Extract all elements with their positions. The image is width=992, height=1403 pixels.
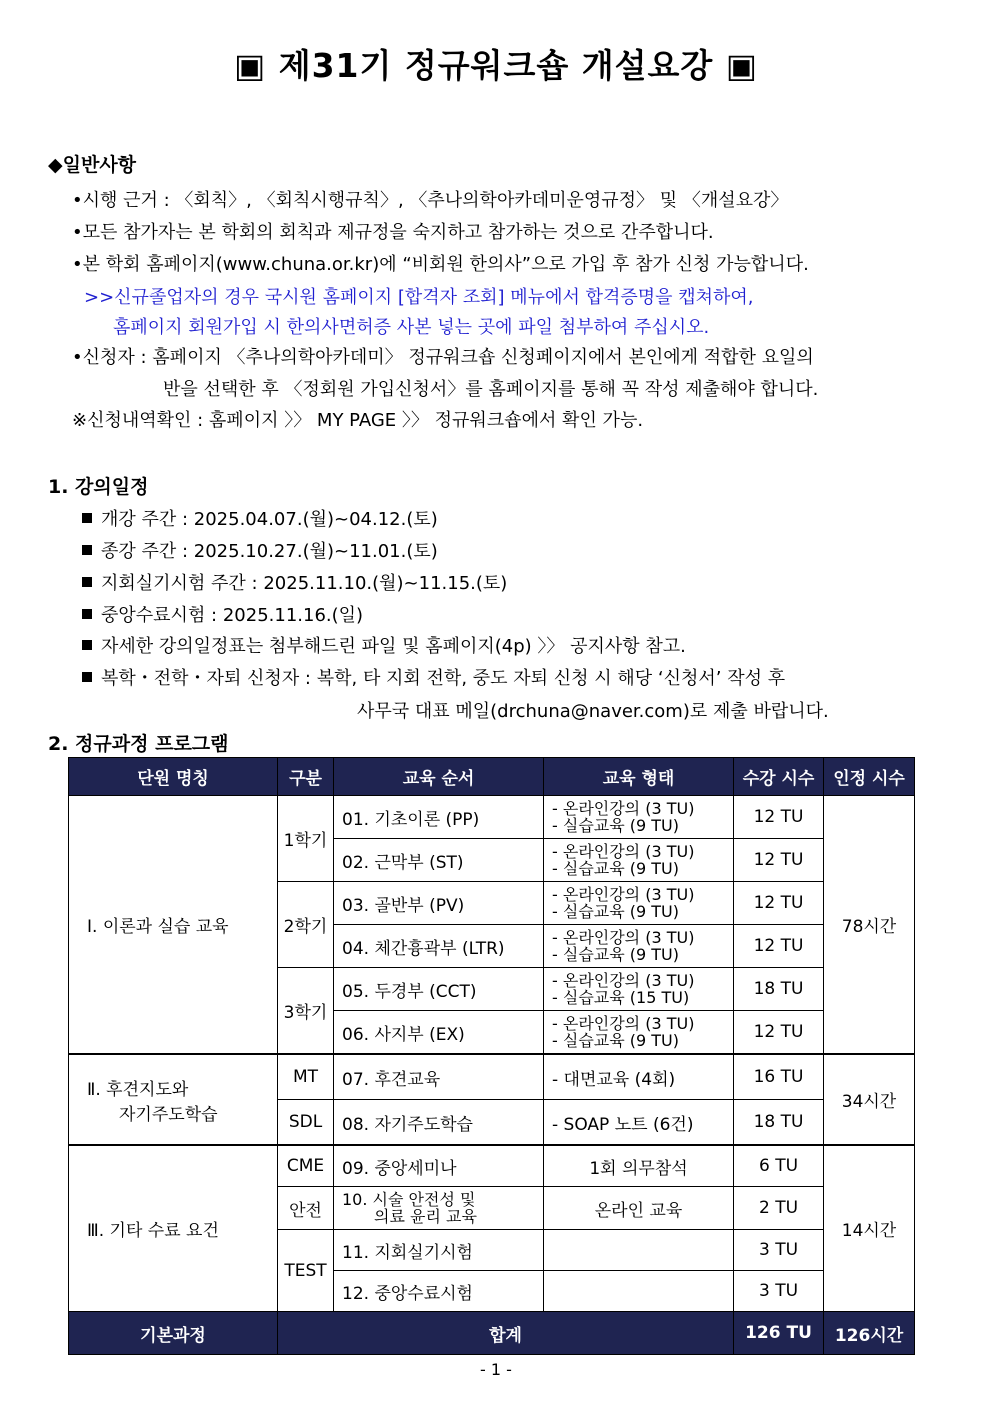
unit-name: Ⅱ. 후견지도와 자기주도학습 — [69, 1054, 278, 1145]
general-line: •모든 참가자는 본 학회의 회칙과 제규정을 숙지하고 참가하는 것으로 간주합니다. — [72, 222, 714, 243]
course-cell: 02. 근막부 (ST) — [334, 839, 544, 882]
form-cell: - 온라인강의 (3 TU) - 실습교육 (9 TU) — [544, 1011, 734, 1055]
course-cell: 12. 중앙수료시험 — [334, 1271, 544, 1312]
header-cell: 수강 시수 — [734, 758, 824, 796]
header-cell: 교육 형태 — [544, 758, 734, 796]
form-cell: 1회 의무참석 — [544, 1145, 734, 1187]
course-cell: 03. 골반부 (PV) — [334, 882, 544, 925]
check-line: ※신청내역확인 : 홈페이지 〉〉 MY PAGE 〉〉 정규워크숍에서 확인 가능. — [72, 410, 644, 431]
term-cell: 3학기 — [278, 968, 334, 1055]
footer-sum: 합계 — [278, 1312, 734, 1355]
schedule-item: 개강 주간 : 2025.04.07.(월)~04.12.(토) — [82, 505, 438, 531]
tu-cell: 6 TU — [734, 1145, 824, 1187]
table-row — [69, 1054, 915, 1100]
credit-cell: 34시간 — [824, 1054, 915, 1145]
course-cell: 05. 두경부 (CCT) — [334, 968, 544, 1011]
notice-line: 홈페이지 회원가입 시 한의사면허증 사본 넣는 곳에 파일 첨부하여 주십시오. — [113, 317, 710, 338]
course-cell: 08. 자기주도학습 — [334, 1100, 544, 1146]
form-cell: 온라인 교육 — [544, 1187, 734, 1230]
tu-cell: 12 TU — [734, 925, 824, 968]
apply-line: •신청자 : 홈페이지 〈추나의학아카데미〉 정규워크숍 신청페이지에서 본인에게 적합한 요일의 — [72, 347, 814, 368]
form-cell: - 온라인강의 (3 TU) - 실습교육 (15 TU) — [544, 968, 734, 1011]
course-cell: 07. 후견교육 — [334, 1054, 544, 1100]
table-row — [69, 796, 915, 839]
credit-cell: 14시간 — [824, 1145, 915, 1312]
tu-cell: 18 TU — [734, 1100, 824, 1146]
notice-line: >>신규졸업자의 경우 국시원 홈페이지 [합격자 조회] 메뉴에서 합격증명을 캡쳐하여, — [84, 287, 754, 308]
tu-cell: 3 TU — [734, 1230, 824, 1271]
form-cell: - 온라인강의 (3 TU) - 실습교육 (9 TU) — [544, 925, 734, 968]
footer-hours: 126시간 — [824, 1312, 915, 1355]
general-heading: ◆일반사항 — [48, 154, 137, 176]
tu-cell: 12 TU — [734, 796, 824, 839]
course-cell: 06. 사지부 (EX) — [334, 1011, 544, 1055]
term-cell: TEST — [278, 1230, 334, 1312]
general-line: •본 학회 홈페이지(www.chuna.or.kr)에 “비회원 한의사”으로 가입 후 참가 신청 가능합니다. — [72, 254, 809, 275]
tu-cell: 18 TU — [734, 968, 824, 1011]
term-cell: CME — [278, 1145, 334, 1187]
schedule-heading: 1. 강의일정 — [48, 476, 149, 498]
course-cell: 01. 기초이론 (PP) — [334, 796, 544, 839]
course-cell: 10. 시술 안전성 및 의료 윤리 교육 — [334, 1187, 544, 1230]
schedule-item: 지회실기시험 주간 : 2025.11.10.(월)~11.15.(토) — [82, 569, 507, 595]
apply-line: 반을 선택한 후 〈정회원 가입신청서〉를 홈페이지를 통해 꼭 작성 제출해야 합니다. — [163, 379, 819, 400]
unit-name: Ⅰ. 이론과 실습 교육 — [69, 796, 278, 1055]
course-cell: 04. 체간흉곽부 (LTR) — [334, 925, 544, 968]
table-header-row — [69, 758, 915, 796]
square-bullet-icon — [82, 672, 92, 682]
term-cell: 1학기 — [278, 796, 334, 882]
program-heading: 2. 정규과정 프로그램 — [48, 733, 229, 755]
schedule-item: 중앙수료시험 : 2025.11.16.(일) — [82, 601, 363, 627]
form-cell — [544, 1230, 734, 1271]
form-cell: - 온라인강의 (3 TU) - 실습교육 (9 TU) — [544, 796, 734, 839]
header-cell: 구분 — [278, 758, 334, 796]
general-line: •시행 근거 : 〈회칙〉, 〈회칙시행규칙〉, 〈추나의학아카데미운영규정〉 및 〈개설요강〉 — [72, 190, 789, 211]
credit-cell: 78시간 — [824, 796, 915, 1055]
square-bullet-icon — [82, 577, 92, 587]
header-cell: 교육 순서 — [334, 758, 544, 796]
square-bullet-icon — [82, 513, 92, 523]
form-cell — [544, 1271, 734, 1312]
page-number: - 1 - — [480, 1360, 512, 1379]
header-cell: 인정 시수 — [824, 758, 915, 796]
square-bullet-icon — [82, 545, 92, 555]
tu-cell: 16 TU — [734, 1054, 824, 1100]
course-cell: 09. 중앙세미나 — [334, 1145, 544, 1187]
schedule-item: 복학・전학・자퇴 신청자 : 복학, 타 지회 전학, 중도 자퇴 신청 시 해당 ‘신청서’ 작성 후 — [82, 664, 785, 690]
page-title: ▣ 제31기 정규워크숍 개설요강 ▣ — [234, 46, 758, 85]
program-table — [68, 757, 915, 1355]
square-bullet-icon — [82, 640, 92, 650]
form-cell: - 대면교육 (4회) — [544, 1054, 734, 1100]
header-cell: 단원 명칭 — [69, 758, 278, 796]
term-cell: SDL — [278, 1100, 334, 1146]
form-cell: - 온라인강의 (3 TU) - 실습교육 (9 TU) — [544, 882, 734, 925]
tu-cell: 12 TU — [734, 882, 824, 925]
term-cell: MT — [278, 1054, 334, 1100]
schedule-item: 종강 주간 : 2025.10.27.(월)~11.01.(토) — [82, 537, 438, 563]
form-cell: - SOAP 노트 (6건) — [544, 1100, 734, 1146]
term-cell: 안전 — [278, 1187, 334, 1230]
schedule-item: 자세한 강의일정표는 첨부해드린 파일 및 홈페이지(4p) 〉〉 공지사항 참고. — [82, 632, 686, 658]
square-bullet-icon — [82, 609, 92, 619]
tu-cell: 2 TU — [734, 1187, 824, 1230]
form-cell: - 온라인강의 (3 TU) - 실습교육 (9 TU) — [544, 839, 734, 882]
course-cell: 11. 지회실기시험 — [334, 1230, 544, 1271]
unit-name: Ⅲ. 기타 수료 요건 — [69, 1145, 278, 1312]
term-cell: 2학기 — [278, 882, 334, 968]
table-row — [69, 1145, 915, 1187]
tu-cell: 12 TU — [734, 839, 824, 882]
schedule-item-cont: 사무국 대표 메일(drchuna@naver.com)로 제출 바랍니다. — [357, 701, 829, 722]
table-footer-row — [69, 1312, 915, 1355]
footer-label: 기본과정 — [69, 1312, 278, 1355]
tu-cell: 3 TU — [734, 1271, 824, 1312]
tu-cell: 12 TU — [734, 1011, 824, 1055]
footer-tu: 126 TU — [734, 1312, 824, 1355]
